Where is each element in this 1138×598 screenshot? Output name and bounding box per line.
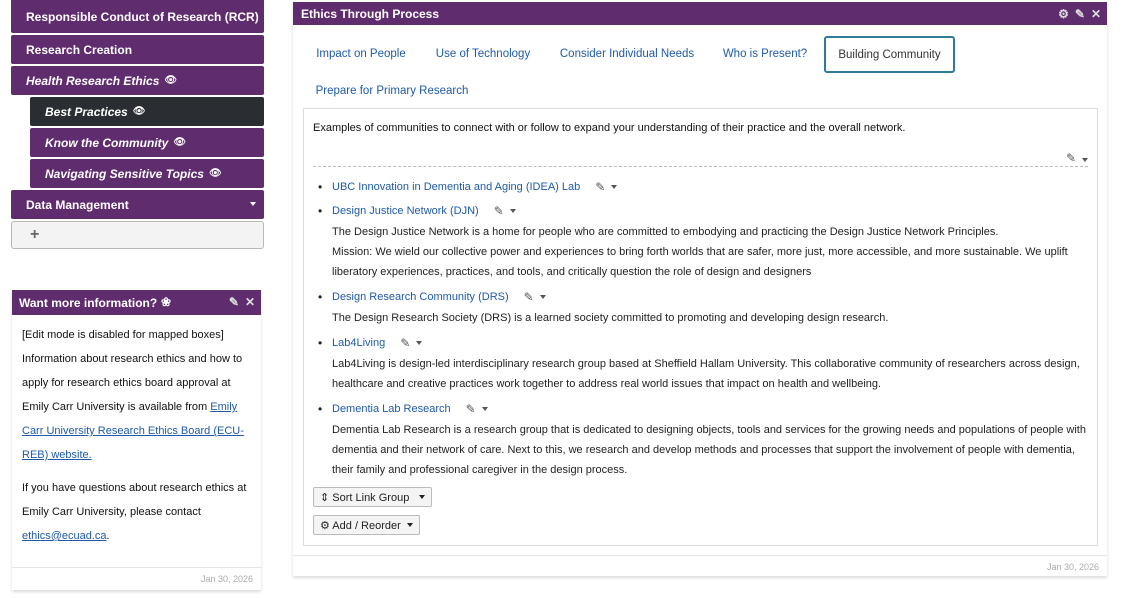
period: . (106, 530, 110, 542)
ecu-reb-link[interactable]: Emily Carr University Research Ethics Board (ECU-REB) website. (22, 401, 244, 461)
paw-icon: ❀ (161, 295, 172, 309)
panel-edit-tools[interactable]: ✎ (1066, 151, 1088, 165)
link-dementia-lab[interactable]: • Dementia Lab Research (332, 403, 451, 415)
edit-icon[interactable]: ✎ (523, 290, 534, 304)
sidebar-item-label: Best Practices (45, 104, 128, 119)
tab-label: Impact on People (316, 47, 406, 60)
chevron-down-icon (407, 523, 413, 527)
tab-label: Building Community (838, 48, 941, 61)
tab-prepare-for-primary-research[interactable] (305, 72, 479, 109)
tab-use-of-technology[interactable] (421, 35, 545, 72)
info-box (12, 290, 261, 590)
link-description: Dementia Lab Research is a research group that is dedicated to designing objects, tools and services for the growing needs and populations of people with dementia and their network of care. Next to this, we research and develop methods and processes that support the involvement of people with dementia, their family and professional caregiver in the design process. (332, 424, 1086, 476)
sidebar-item-research-creation[interactable] (11, 35, 264, 64)
button-label: ⇕ Sort Link Group (320, 491, 410, 504)
sidebar-item-label: Health Research Ethics (26, 73, 160, 88)
tab-panel (303, 108, 1098, 546)
info-box-body (12, 315, 261, 548)
sidebar-item-data-management[interactable] (11, 190, 264, 219)
sort-link-group-button[interactable] (313, 487, 432, 507)
hidden-eye-icon: 👁 (173, 137, 187, 148)
chevron-down-icon[interactable] (510, 209, 516, 213)
list-item (313, 334, 1088, 394)
gear-icon[interactable]: ⚙ (1058, 7, 1069, 21)
chevron-down-icon[interactable] (482, 407, 488, 411)
info-text: Information about research ethics and how to apply for research ethics board approval at Emily Carr University is available from (22, 353, 243, 413)
sidebar-item-know-the-community[interactable] (30, 128, 264, 157)
link-drs[interactable]: • Design Research Community (DRS) (332, 291, 509, 303)
plus-icon: + (30, 226, 40, 243)
chevron-down-icon[interactable] (540, 295, 546, 299)
tab-consider-individual-needs[interactable] (549, 35, 705, 72)
edit-icon[interactable]: ✎ (595, 180, 606, 194)
sidebar-item-label: Research Creation (26, 42, 133, 57)
link-description: The Design Justice Network is a home for people who are committed to embodying and practicing the Design Justice Network Principles. (332, 226, 999, 238)
tab-building-community[interactable] (824, 36, 955, 73)
tab-who-is-present[interactable] (709, 35, 821, 72)
sidebar-item-label: Responsible Conduct of Research (RCR) (26, 9, 259, 24)
edit-icon[interactable]: ✎ (400, 336, 411, 350)
close-icon[interactable]: ✕ (1090, 7, 1101, 21)
link-description: Lab4Living is design-led interdisciplinary research group based at Sheffield Hallam University. This collaborative community of researchers across design, healthcare and creative practices work together to address real world issues that impact on health and wellbeing. (332, 358, 1080, 390)
hidden-eye-icon: 👁 (164, 75, 178, 86)
info-box-date: Jan 30, 2026 (12, 567, 261, 584)
divider (313, 166, 1088, 167)
sidebar-item-navigating-sensitive-topics[interactable] (30, 159, 264, 188)
sidebar-item-label: Data Management (26, 197, 129, 212)
tab-label: Who is Present? (722, 47, 808, 60)
tab-label: Prepare for Primary Research (315, 84, 469, 97)
main-box-date: Jan 30, 2026 (293, 555, 1107, 572)
edit-disabled-note: [Edit mode is disabled for mapped boxes] (22, 329, 224, 341)
ethics-email-link[interactable]: ethics@ecuad.ca (22, 530, 107, 542)
sidebar-item-best-practices[interactable] (30, 97, 264, 126)
tab-label: Consider Individual Needs (559, 47, 695, 60)
list-item (313, 400, 1088, 480)
chevron-down-icon (419, 495, 425, 499)
link-lab4living[interactable]: • Lab4Living (332, 337, 386, 349)
sidebar-item-label: Navigating Sensitive Topics (45, 166, 204, 181)
edit-icon[interactable]: ✎ (465, 402, 476, 416)
tab-label: Use of Technology (435, 47, 531, 60)
hidden-eye-icon: 👁 (208, 168, 222, 179)
tab-impact-on-people[interactable] (305, 35, 417, 72)
chevron-down-icon[interactable] (611, 185, 617, 189)
list-item (313, 288, 1088, 328)
sidebar-item-label: Know the Community (45, 135, 169, 150)
info-text: If you have questions about research ethics at Emily Carr University, please contact (22, 482, 247, 518)
link-idea-lab[interactable]: • UBC Innovation in Dementia and Aging (IDEA) Lab (332, 181, 581, 193)
main-box-title: Ethics Through Process (301, 6, 440, 21)
intro-text: Examples of communities to connect with or follow to expand your understanding of their practice and the overall network. (313, 122, 906, 134)
chevron-down-icon[interactable] (416, 341, 422, 345)
button-label: ⚙ Add / Reorder (320, 519, 401, 532)
main-box-header (293, 2, 1107, 25)
chevron-down-icon[interactable] (1082, 158, 1088, 162)
link-list (313, 178, 1088, 486)
sidebar-nav (11, 0, 264, 249)
sidebar-item-health-research-ethics[interactable] (11, 66, 264, 95)
info-box-header (12, 290, 261, 315)
edit-icon[interactable]: ✎ (228, 295, 239, 309)
list-item (313, 178, 1088, 196)
chevron-down-icon[interactable] (250, 202, 256, 206)
sidebar-item-rcr[interactable] (11, 0, 264, 33)
hidden-eye-icon: 👁 (132, 106, 146, 117)
add-page-button[interactable] (11, 221, 264, 249)
edit-icon[interactable]: ✎ (1074, 7, 1085, 21)
link-description: The Design Research Society (DRS) is a learned society committed to promoting and developing design research. (332, 312, 889, 324)
add-reorder-button[interactable] (313, 515, 420, 535)
link-description: Mission: We wield our collective power and experiences to bring forth worlds that are safer, more just, more accessible, and more sustainable. We uplift liberatory experiences, practices, and tools, and critically question the role of design and designers (332, 246, 1068, 278)
list-item (313, 202, 1088, 282)
main-box (293, 2, 1107, 576)
info-box-title: Want more information? (19, 295, 158, 310)
link-djn[interactable]: • Design Justice Network (DJN) (332, 205, 479, 217)
edit-icon[interactable]: ✎ (493, 204, 504, 218)
close-icon[interactable]: ✕ (244, 295, 255, 309)
